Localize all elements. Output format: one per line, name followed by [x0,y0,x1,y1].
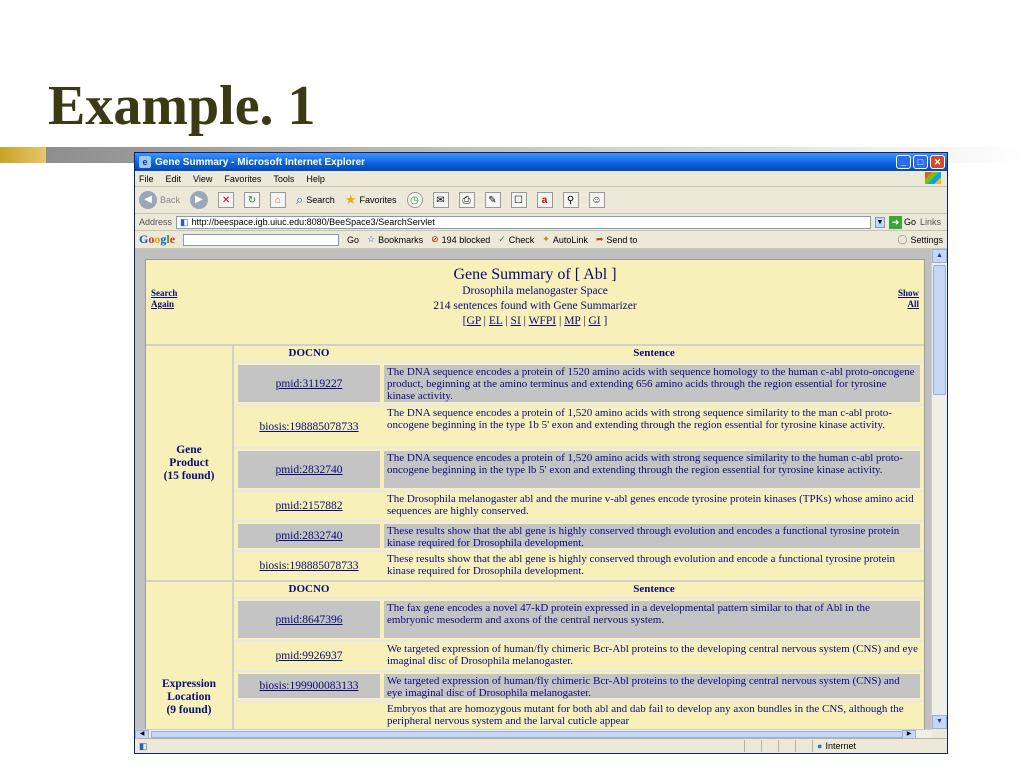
docno-link[interactable]: pmid:2832740 [275,463,343,476]
bookmarks-star-icon: ☆ [367,234,376,244]
settings-icon: ◯ [897,234,908,244]
globe-icon: ● [817,741,823,751]
menu-file[interactable]: File [139,173,154,184]
scroll-thumb[interactable] [933,265,946,395]
home-icon[interactable]: ⌂ [270,192,286,208]
spellcheck-button[interactable] [498,234,534,245]
docno-link[interactable]: pmid:9926937 [275,650,343,662]
table-row [234,447,924,490]
section-label-line: Location [167,691,211,703]
autolink-icon: ✦ [542,234,550,244]
page-icon: ◧ [180,216,189,227]
check-label: Check [508,234,535,245]
nav-link-el[interactable]: EL [488,315,503,327]
table-header [234,582,924,597]
bookmarks-button[interactable] [367,234,423,245]
window-titlebar[interactable] [135,153,947,171]
scroll-left-icon[interactable]: ◀ [135,730,149,739]
section-label-line: Expression [161,678,217,690]
autolink-button[interactable] [542,234,588,245]
messenger-icon[interactable]: ☺ [589,192,605,208]
history-icon[interactable]: ◷ [407,192,423,208]
maximize-button[interactable]: □ [913,155,928,169]
section-label-line: Gene [176,443,202,456]
zone-indicator [812,740,947,752]
standard-toolbar [135,187,947,214]
search-again-link[interactable] [151,288,177,310]
refresh-icon[interactable]: ↻ [244,192,260,208]
scroll-right-icon[interactable]: ▶ [902,730,916,739]
accent-gold-block [0,147,46,163]
zone-label: Internet [825,741,856,751]
table-header [234,346,924,361]
sentence-cell: The Drosophila melanogaster abl and the murine v-abl genes encode tyrosine protein kinases (TPKs) whose amino acid sequences are highly conserved. [387,493,914,517]
status-segment [761,740,778,752]
table-row [234,490,924,520]
docno-cell [234,492,384,520]
star-icon: ★ [344,192,357,207]
docno-cell [234,552,384,580]
go-button[interactable] [889,216,916,229]
table-row [234,520,924,550]
ie-icon: e [139,156,151,168]
section-label-line: Product [169,456,209,469]
forward-arrow-icon: ▶ [190,191,208,209]
docno-link[interactable]: pmid:2832740 [275,530,343,542]
menu-favorites[interactable]: Favorites [224,173,262,184]
menu-view[interactable]: View [193,173,213,184]
search-icon: ⌕ [296,192,304,207]
table-row [234,404,924,447]
minimize-button[interactable]: _ [896,155,911,169]
table-row [234,361,924,404]
send-to-button[interactable] [596,234,638,245]
autolink-label: AutoLink [552,234,588,245]
docno-cell [238,524,380,548]
sentence-cell: These results show that the abl gene is highly conserved through evolution and encodes a functional tyrosine protein kinase required for Drosophila development. [384,524,920,548]
search-again-line2: Again [151,299,175,309]
status-segment [778,740,795,752]
close-button[interactable]: ✕ [930,155,945,169]
section-label [146,582,234,743]
summary-title: Gene Summary of [ Abl ] [453,266,617,283]
settings-label: Settings [910,234,943,245]
docno-link[interactable]: pmid:8647396 [275,613,343,626]
docno-link[interactable]: biosis:198885078733 [259,420,359,433]
forward-button[interactable] [190,191,208,209]
sentence-cell: The DNA sequence encodes a protein of 1,520 amino acids with strong sequence similarity to the man c-abl proto-oncogene beginning in the type 1b 5' exon and extending through the region essential for tyrosine kinase activity. [387,407,892,431]
popup-blocker-button[interactable] [431,234,490,245]
nav-link-si[interactable]: SI [510,315,521,327]
slide-title: Example. 1 [48,75,316,137]
favorites-label: Favorites [359,195,397,205]
menu-edit[interactable]: Edit [165,173,182,184]
sentences-found: 214 sentences found with Gene Summarizer [433,300,637,312]
blocked-label: 194 blocked [441,234,491,245]
section-label [146,346,234,580]
search-button[interactable] [296,192,335,208]
sentence-cell: We targeted expression of human/fly chimeric Bcr-Abl proteins to the developing central nervous system (CNS) and eye imaginal disc of Drosophila melanogaster. [387,643,918,667]
google-go-label: Go [347,234,360,245]
status-segment [795,740,812,752]
scroll-up-icon[interactable]: ▲ [932,249,947,263]
nav-link-mp[interactable]: MP [564,315,581,327]
send-icon: ➦ [595,234,604,244]
browser-window [134,152,948,754]
docno-header: DOCNO [288,583,330,595]
blocker-icon: ⊘ [431,234,439,244]
table-row [234,670,924,700]
print-icon[interactable]: ⎙ [459,192,475,208]
docno-cell [238,451,380,488]
spellcheck-icon: ✓ [498,234,506,244]
section-rows [234,582,924,743]
sentence-header: Sentence [633,347,675,359]
back-arrow-icon: ◀ [139,191,157,209]
sentence-cell: These results show that the abl gene is highly conserved through evolution and encode a functional tyrosine protein kinase required for Drosophila development. [387,553,896,577]
show-all-line1: Show [897,288,919,298]
nav-link-wfpi[interactable]: WFPI [528,315,557,327]
hscroll-thumb[interactable] [151,731,916,738]
docno-cell [238,601,380,638]
sentence-cell: Embryos that are homozygous mutant for both abl and dab fail to develop any axon bundles in the CNS, although the peripheral nervous system and the larval cuticle appear [387,703,904,727]
category-nav: [GP | EL | SI | WFPI | MP | GI ] [462,315,608,327]
google-toolbar [135,231,947,249]
edit-icon[interactable]: ✎ [485,192,501,208]
section-expression-location [146,582,924,745]
summary-header [146,260,924,346]
docno-cell [234,406,384,447]
gene-summary-page [145,259,925,746]
sentence-header: Sentence [633,583,675,595]
google-go-button[interactable] [347,235,359,245]
menu-tools[interactable]: Tools [273,173,295,184]
scroll-down-icon[interactable]: ▼ [932,715,947,729]
search-again-line1: Search [151,288,178,298]
translate-icon[interactable]: a [537,192,553,208]
favorites-button[interactable] [345,192,397,208]
docno-link[interactable]: pmid:2157882 [275,500,343,512]
address-bar [135,214,947,231]
window-controls [896,155,945,169]
table-row [234,640,924,670]
space-name: Drosophila melanogaster Space [462,285,608,297]
nav-link-gp[interactable]: GP [466,315,481,327]
back-button[interactable] [139,191,180,209]
page-status-icon: ◧ [139,740,148,751]
menu-help[interactable]: Help [306,173,325,184]
google-search-input[interactable] [183,234,339,246]
section-label-count: (9 found) [166,704,212,716]
docno-cell [238,674,380,698]
sentence-cell: The DNA sequence encodes a protein of 1,520 amino acids with strong sequence similarity to the human c-abl proto-oncogene beginning in the type lb 5' exon and extending through the region essential for tyrosine kinase activity. [384,451,920,488]
address-dropdown-icon[interactable]: ▼ [876,218,884,226]
google-settings-button[interactable] [897,234,943,245]
docno-header: DOCNO [288,347,330,359]
docno-cell [234,642,384,670]
docno-link[interactable]: pmid:3119227 [275,377,343,390]
search-label: Search [306,195,335,205]
section-gene-product [146,346,924,582]
mail-icon[interactable]: ✉ [433,192,449,208]
address-input[interactable] [176,216,871,229]
google-logo: Google [139,232,176,246]
nav-link-gi[interactable]: GI [588,315,601,327]
windows-logo-icon [925,172,941,184]
docno-link[interactable]: biosis:199900083133 [259,680,359,692]
window-title: Gene Summary - Microsoft Internet Explorer [155,156,366,168]
page-viewport [135,249,932,729]
table-row [234,550,924,580]
links-label[interactable]: Links [919,217,941,227]
back-label: Back [160,195,181,205]
send-to-label: Send to [606,234,638,245]
vertical-scrollbar[interactable] [931,249,947,729]
sentence-cell: The fax gene encodes a novel 47-kD protein expressed in a developmental pattern similar to that of Abl in the embryonic mesoderm and axons of the central nervous system. [384,601,920,638]
section-label-count: (15 found) [163,469,215,482]
docno-link[interactable]: biosis:198885078733 [259,560,359,572]
go-label: Go [903,217,916,227]
sentence-cell: The DNA sequence encodes a protein of 1520 amino acids with sequence homology to the human c-abl proto-oncogene product, beginning at the amino terminus and extending 656 amino acids through the region essential for tyrosine kinase activity. [384,365,920,402]
go-arrow-icon: ➜ [889,216,902,229]
table-row [234,597,924,640]
show-all-line2: All [907,299,919,309]
address-label: Address [139,217,173,227]
show-all-link[interactable] [898,288,919,310]
research-icon[interactable]: ⚲ [563,192,579,208]
status-segment [744,740,761,752]
section-rows [234,346,924,580]
docno-cell [238,365,380,402]
address-url: http://beespace.igb.uiuc.edu:8080/BeeSpace3/SearchServlet [191,217,435,227]
bookmarks-label: Bookmarks [378,234,424,245]
status-bar [135,738,947,753]
sentence-cell: We targeted expression of human/fly chimeric Bcr-Abl proteins to the developing central nervous system (CNS) and eye imaginal disc of Drosophila melanogaster. [384,674,920,698]
menu-bar [135,171,947,187]
discuss-icon[interactable]: ☐ [511,192,527,208]
stop-icon[interactable]: ✕ [218,192,234,208]
